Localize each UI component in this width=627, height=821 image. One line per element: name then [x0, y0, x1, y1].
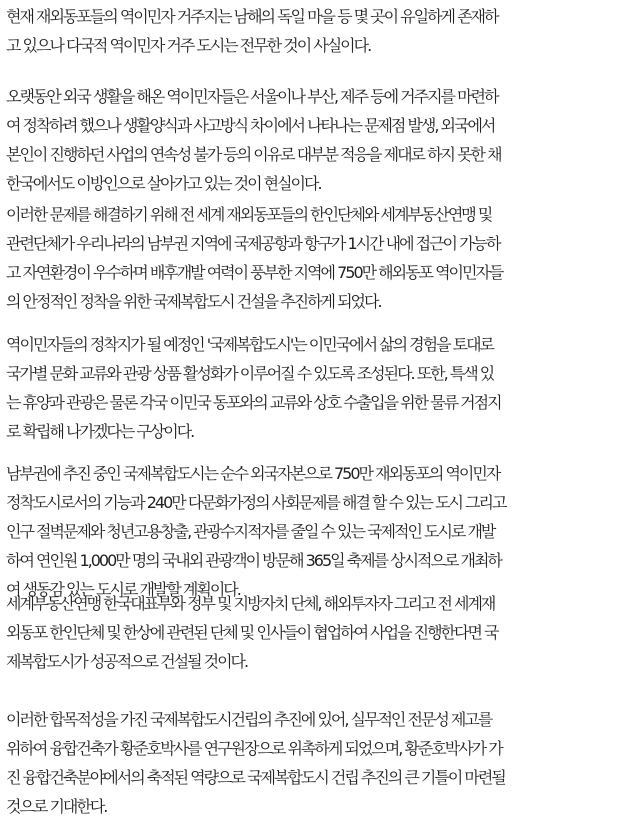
- text-line: 남부권에 추진 중인 국제복합도시는 순수 외국자본으로 750만 재외동포의 역이민자: [6, 464, 500, 483]
- paragraph-1: [6, 2, 626, 60]
- text-line: 현재 재외동포들의 역이민자 거주지는 남해의 독일 마을 등 몇 곳이 유일하게 존재하: [6, 7, 498, 26]
- text-line: 위하여 융합건축가 황준호박사를 연구원장으로 위촉하게 되었으며, 황준호박사가 가: [6, 739, 502, 758]
- text-line: 정착도시로서의 기능과 240만 다문화가정의 사회문제를 해결 할 수 있는 도시 그리고: [6, 493, 506, 512]
- text-line: 제복합도시가 성공적으로 건설될 것이다.: [6, 652, 248, 671]
- text-line: 본인이 진행하던 사업의 연속성 불가 등의 이유로 대부분 적응을 제대로 하지 못한 채: [6, 145, 501, 164]
- text-line: 역이민자들의 정착지가 될 예정인 '국제복합도시'는 이민국에서 삶의 경험을 토대로: [6, 335, 493, 354]
- text-line: 것으로 기대한다.: [6, 797, 107, 816]
- text-line: 국가별 문화 교류와 관광 상품 활성화가 이루어질 수 있도록 조성된다. 또한, 특색 있: [6, 364, 494, 383]
- text-line: 외동포 한인단체 및 한상에 관련된 단체 및 인사들이 협업하여 사업을 진행한다면 국: [6, 623, 498, 642]
- paragraph-2: [6, 82, 626, 198]
- text-line: 오랫동안 외국 생활을 해온 역이민자들은 서울이나 부산, 제주 등에 거주지를 마련하: [6, 87, 498, 106]
- paragraph-7: [6, 705, 626, 821]
- paragraph-6: [6, 589, 626, 676]
- text-line: 의 안정적인 정착을 위한 국제복합도시 건설을 추진하게 되었다.: [6, 292, 381, 311]
- text-line: 관련단체가 우리나라의 남부권 지역에 국제공항과 항구가 1시간 내에 접근이 가능하: [6, 234, 500, 253]
- text-line: 한국에서도 이방인으로 살아가고 있는 것이 현실이다.: [6, 174, 321, 193]
- text-line: 하여 연인원 1,000만 명의 국내외 관광객이 방문해 365일 축제를 상시적으로 개최하: [6, 551, 501, 570]
- text-line: 세계부동산연맹 한국대표부와 정부 및 지방자치 단체, 해외투자자 그리고 전 세계재: [6, 594, 495, 613]
- text-line: 고 자연환경이 우수하며 배후개발 여력이 풍부한 지역에 750만 해외동포 역이민자들: [6, 263, 503, 282]
- text-line: 이러한 합목적성을 가진 국제복합도시건립의 추진에 있어, 실무적인 전문성 제고를: [6, 710, 492, 729]
- text-line: 이러한 문제를 해결하기 위해 전 세계 재외동포들의 한인단체와 세계부동산연맹 및: [6, 205, 492, 224]
- paragraph-5: [6, 459, 626, 604]
- text-line: 진 융합건축분야에서의 축적된 역량으로 국제복합도시 건립 추진의 큰 기틀이 마련될: [6, 768, 505, 787]
- text-line: 인구 절벽문제와 청년고용창출, 관광수지적자를 줄일 수 있는 국제적인 도시로 개발: [6, 522, 495, 541]
- text-line: 고 있으나 다국적 역이민자 거주 도시는 전무한 것이 사실이다.: [6, 36, 371, 55]
- text-line: 여 정착하려 했으나 생활양식과 사고방식 차이에서 나타나는 문제점 발생, 외국에서: [6, 116, 495, 135]
- text-line: 는 휴양과 관광은 물론 각국 이민국 동포와의 교류와 상호 수출입을 위한 물류 거점지: [6, 393, 501, 412]
- text-line: 여 생동감 있는 도시로 개발할 계획이다.: [6, 580, 240, 599]
- paragraph-3: [6, 200, 626, 316]
- paragraph-4: [6, 330, 626, 446]
- text-line: 로 확립해 나가겠다는 구상이다.: [6, 422, 194, 441]
